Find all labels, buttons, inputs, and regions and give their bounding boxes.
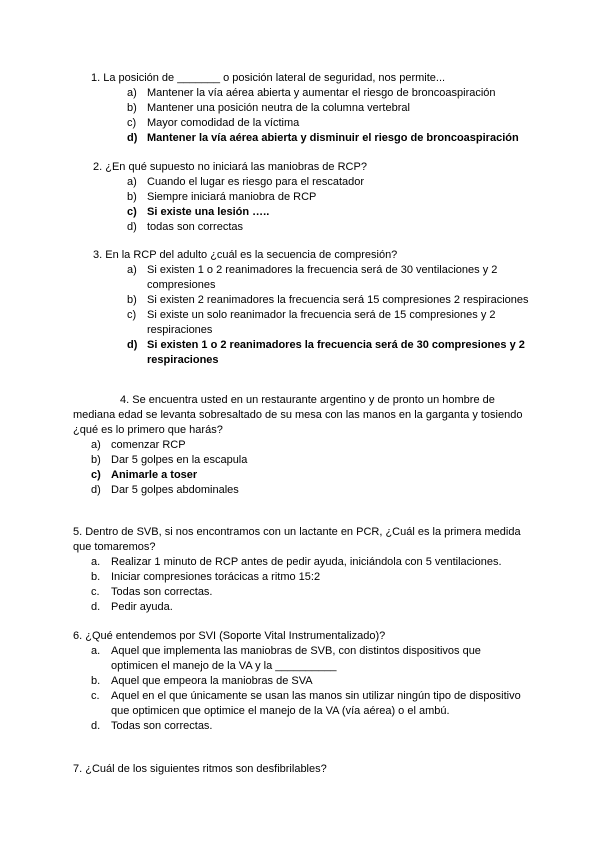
option-text: Si existen 2 reanimadores la frecuencia será 15 compresiones 2 respiraciones — [147, 294, 529, 306]
option-text: Si existen 1 o 2 reanimadores la frecuencia será de 30 ventilaciones y 2 compresiones — [147, 264, 498, 291]
option-marker: d) — [127, 132, 138, 144]
option-marker: b) — [127, 294, 137, 306]
option-text: Mayor comodidad de la víctima — [147, 117, 300, 129]
question-5-option-a — [91, 555, 531, 570]
question-5-stem: 5. Dentro de SVB, si nos encontramos con un lactante en PCR, ¿Cuál es la primera medida que tomaremos? — [73, 526, 521, 553]
option-text: Realizar 1 minuto de RCP antes de pedir ayuda, iniciándola con 5 ventilaciones. — [111, 556, 502, 568]
question-5-option-b — [91, 570, 531, 585]
question-6-option-b — [91, 674, 521, 689]
option-text: Pedir ayuda. — [111, 601, 173, 613]
option-marker: b. — [91, 571, 101, 583]
option-text: Si existen 1 o 2 reanimadores la frecuencia será de 30 compresiones y 2 respiraciones — [147, 339, 525, 366]
question-4-option-b — [91, 453, 511, 468]
option-marker: c) — [127, 206, 137, 218]
question-1-option-d-answer — [127, 131, 547, 146]
option-marker: a) — [91, 439, 101, 451]
option-text: todas son correctas — [147, 221, 243, 233]
question-1-option-c — [127, 116, 547, 131]
option-text: Todas son correctas. — [111, 586, 213, 598]
option-text: comenzar RCP — [111, 439, 186, 451]
question-4-stem: 4. Se encuentra usted en un restaurante argentino y de pronto un hombre de mediana edad se levanta sobresaltado de su mesa con las manos en la garganta y tosiendo ¿qué es lo primero que harás? — [73, 394, 523, 436]
question-2-options — [127, 175, 547, 235]
option-marker: b. — [91, 675, 101, 687]
question-5-option-d — [91, 600, 531, 615]
option-text: Animarle a toser — [111, 469, 198, 481]
option-text: Iniciar compresiones torácicas a ritmo 15:2 — [111, 571, 321, 583]
option-text: Mantener la vía aérea abierta y disminuir el riesgo de broncoaspiración — [147, 132, 519, 144]
option-marker: a) — [127, 264, 137, 276]
question-6-option-a — [91, 644, 521, 674]
option-marker: a. — [91, 645, 101, 657]
question-3-option-a — [127, 263, 532, 293]
option-marker: c) — [127, 117, 137, 129]
question-2-option-d — [127, 220, 547, 235]
question-3-option-b — [127, 293, 532, 308]
option-text: Aquel en el que únicamente se usan las manos sin utilizar ningún tipo de dispositivo que optimicen que optimice el manejo de la VA (vía aérea) o el ambú. — [111, 690, 521, 717]
option-text: Todas son correctas. — [111, 720, 213, 732]
option-marker: c) — [127, 309, 137, 321]
question-6-stem: 6. ¿Qué entendemos por SVI (Soporte Vital Instrumentalizado)? — [73, 630, 386, 642]
question-6-option-c — [91, 689, 521, 719]
option-marker: d) — [127, 221, 137, 233]
option-marker: d) — [91, 484, 101, 496]
question-4-options — [91, 438, 511, 498]
option-marker: d. — [91, 601, 101, 613]
option-text: Dar 5 golpes abdominales — [111, 484, 239, 496]
question-2-option-c-answer — [127, 205, 547, 220]
option-text: Si existe un solo reanimador la frecuencia será de 15 compresiones y 2 respiraciones — [147, 309, 496, 336]
option-marker: c. — [91, 586, 100, 598]
question-1-options — [127, 86, 547, 146]
question-5-options — [91, 555, 531, 615]
option-text: Aquel que implementa las maniobras de SVB, con distintos dispositivos que optimicen el manejo de la VA y la __________ — [111, 645, 481, 672]
question-3-option-c — [127, 308, 532, 338]
option-marker: c) — [91, 469, 101, 481]
option-text: Si existe una lesión ….. — [147, 206, 270, 218]
option-marker: b) — [91, 454, 101, 466]
option-marker: d. — [91, 720, 101, 732]
option-text: Cuando el lugar es riesgo para el rescatador — [147, 176, 365, 188]
question-7-stem: 7. ¿Cuál de los siguientes ritmos son desfibrilables? — [73, 763, 327, 775]
question-6-option-d — [91, 719, 521, 734]
option-text: Dar 5 golpes en la escapula — [111, 454, 248, 466]
option-marker: b) — [127, 191, 137, 203]
option-marker: a) — [127, 176, 137, 188]
question-2-option-a — [127, 175, 547, 190]
question-6-options — [91, 644, 521, 734]
question-4-option-c-answer — [91, 468, 511, 483]
question-4-option-d — [91, 483, 511, 498]
option-marker: d) — [127, 339, 138, 351]
option-text: Aquel que empeora la maniobras de SVA — [111, 675, 313, 687]
question-4-option-a — [91, 438, 511, 453]
question-3-stem: 3. En la RCP del adulto ¿cuál es la secuencia de compresión? — [93, 249, 398, 261]
option-marker: c. — [91, 690, 100, 702]
option-marker: a. — [91, 556, 101, 568]
question-2-option-b — [127, 190, 547, 205]
option-marker: a) — [127, 87, 137, 99]
option-text: Mantener la vía aérea abierta y aumentar el riesgo de broncoaspiración — [147, 87, 496, 99]
option-text: Siempre iniciará maniobra de RCP — [147, 191, 317, 203]
question-1-option-a — [127, 86, 547, 101]
question-2-stem: 2. ¿En qué supuesto no iniciará las maniobras de RCP? — [93, 161, 367, 173]
option-text: Mantener una posición neutra de la columna vertebral — [147, 102, 410, 114]
question-5-option-c — [91, 585, 531, 600]
question-1-stem: 1. La posición de _______ o posición lateral de seguridad, nos permite... — [91, 72, 446, 84]
question-3-options — [127, 263, 532, 368]
option-marker: b) — [127, 102, 137, 114]
question-1-option-b — [127, 101, 547, 116]
question-3-option-d-answer — [127, 338, 532, 368]
